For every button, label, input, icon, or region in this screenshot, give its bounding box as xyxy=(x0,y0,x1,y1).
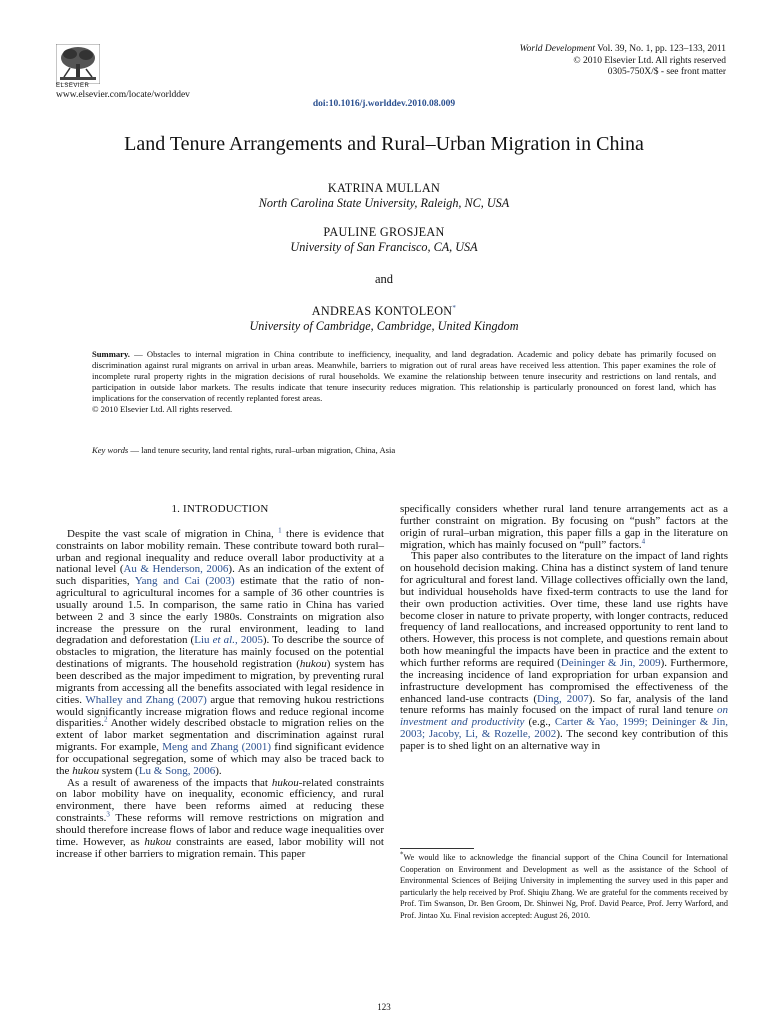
abstract-copyright: © 2010 Elsevier Ltd. All rights reserved. xyxy=(92,403,233,414)
abstract-text: Obstacles to internal migration in China contribute to inefficiency, inequality, and land degradation. Academic and policy debate has primarily focused on discrimination against rural migrants on arrival in urban areas. Meanwhile, barriers to migration out of rural areas have received less attention. This paper examines the role of incomplete rural property rights in the migration decisions of rural households. We examine the relationship between tenure insecurity and restrictions on land rentals, and participation in outside labor markets. The results indicate that tenure insecurity reduces migration. This relationship is particularly pronounced on forest land, which has implications for the conservation of recently replanted forest areas. xyxy=(92,349,717,403)
footnote-ref-4[interactable]: 4 xyxy=(641,536,646,545)
author-name-1: KATRINA MULLAN xyxy=(327,181,441,195)
footnote-ref-2[interactable]: 2 xyxy=(103,715,108,724)
journal-info xyxy=(520,44,726,79)
citation-link[interactable]: Deininger & Jin, 2009 xyxy=(560,656,661,669)
author-name-3-line xyxy=(0,304,768,319)
citation-link[interactable]: Ding, 2007 xyxy=(537,692,589,705)
author-name-3: ANDREAS KONTOLEON xyxy=(311,304,453,318)
author-affiliation-3: University of Cambridge, Cambridge, United Kingdom xyxy=(249,319,519,333)
footnote-divider xyxy=(400,848,474,849)
author-affiliation-1: North Carolina State University, Raleigh, NC, USA xyxy=(258,196,510,210)
journal-issue: Vol. 39, No. 1, pp. 123–133, 2011 xyxy=(597,44,726,54)
journal-copyright: © 2010 Elsevier Ltd. All rights reserved xyxy=(573,55,726,66)
and-connector: and xyxy=(374,272,394,286)
body-column-left xyxy=(56,504,384,860)
journal-issn: 0305-750X/$ - see front matter xyxy=(607,67,726,77)
paper-title: Land Tenure Arrangements and Rural–Urban Migration in China xyxy=(124,133,644,155)
citation-link[interactable]: Whalley and Zhang (2007) xyxy=(85,693,207,706)
page-number: 123 xyxy=(377,1002,391,1012)
citation-link[interactable]: Yang and Cai (2003) xyxy=(134,575,235,588)
publisher-name: ELSEVIER xyxy=(56,83,90,89)
intro-paragraph-4: This paper also contributes to the literature on the impact of land rights on household decision making. China has a distinct system of land tenure for agricultural and forest land. Village collectives officially own the land, but individual households have fixed-term contracts to use the land for their own production activities. Over time, these land use rights have become closer in nature to private property, with longer contracts, reduced frequency of land reallocations, and increased opportunity to rent land to others. However, this process is not complete, and questions remain about both how meaningful the impacts have been in practice and the extent to which further reforms are required (Deininger & Jin, 2009). Furthermore, the increasing incidence of land expropriation for urban expansion and infrastructure development has compromised the effectiveness of the enhanced land-use contracts (Ding, 2007). So far, analysis of the land tenure reforms has mainly focused on the impact of rural land tenure on investment and productivity (e.g., Carter & Yao, 1999; Deininger & Jin, 2003; Jacoby, Li, & Rozelle, 2002). The second key contribution of this paper is to shed light on an alternative way in xyxy=(400,550,729,752)
intro-paragraph-2: As a result of awareness of the impacts that hukou-related constraints on labor mobility have on inequality, economic efficiency, and rural environment, there have been reforms aimed at reducing these constraints.$^3$ These reforms will remove restrictions on migration and should therefore increase flows of labor and reduce wage inequalities over time. However, as hukou constraints are eased, labor mobility will not increase if other barriers to migration remain. This paper xyxy=(56,776,385,860)
footnote-marker: * xyxy=(400,850,404,859)
body-column-right xyxy=(400,504,728,753)
section-heading: 1. INTRODUCTION xyxy=(171,503,269,515)
keywords-dash: — xyxy=(128,445,142,455)
author-name-2: PAULINE GROSJEAN xyxy=(323,225,445,239)
abstract-label: Summary. xyxy=(92,349,130,359)
intro-paragraph-3: specifically considers whether rural land tenure arrangements act as a further constraint on migration. By focusing on “push” factors at the origin of rural–urban migration, this paper fills a gap in the literature on migration, which has mainly focused on “pull” factors.$^4$ xyxy=(400,503,728,551)
footnote-ref-3[interactable]: 3 xyxy=(106,810,110,819)
keywords-text: land tenure security, land rental rights, rural–urban migration, China, Asia xyxy=(141,445,396,455)
footnote-ref-1[interactable]: 1 xyxy=(278,526,282,535)
doi-link[interactable]: doi:10.1016/j.worlddev.2010.08.009 xyxy=(312,99,456,109)
keywords xyxy=(92,445,716,455)
journal-citation xyxy=(520,44,726,56)
citation-link[interactable]: Liu et al., 2005 xyxy=(194,634,263,647)
footnote-text: We would like to acknowledge the financial support of the China Council for International Cooperation on Environment and Development as well as the assistance of the School of Environmental Sciences of Beijing University in implementing the survey used in this paper and particularly the help received by Prof. Shiqiu Zhang. We are grateful for the comments received by Prof. Tim Swanson, Dr. Ben Groom, Dr. Shinwei Ng, Prof. David Pearce, Prof. Jerry Warford, and Prof. Jintao Xu. Final revision accepted: August 26, 2010. xyxy=(400,853,728,920)
italic-phrase: on investment and productivity xyxy=(400,704,728,729)
citation-link[interactable]: Carter & Yao, 1999; Deininger & Jin, 2003; Jacoby, Li, & Rozelle, 2002 xyxy=(400,716,728,741)
journal-name: World Development xyxy=(519,44,595,54)
abstract-dash: — xyxy=(129,349,147,359)
elsevier-tree-logo-icon xyxy=(56,44,100,84)
intro-paragraph-1: Despite the vast scale of migration in China, $^1$ there is evidence that constraints on labor mobility remain. These contribute toward both rural–urban and regional inequality and reduce overall labor productivity at a national level (Au & Henderson, 2006). As an indication of the extent of such disparities, Yang and Cai (2003) estimate that the ratio of non-agricultural to agricultural incomes for a sample of 36 other countries is usually around 1.5. In comparison, the same ratio in China has varied between 2 and 3 since the early 1980s. Constraints on migration also increase the pressure on the rural environment, leading to land degradation and deforestation (Liu et al., 2005). To describe the source of obstacles to migration, the literature has mainly focused on the potential destinations of migrants. The household registration (hukou) system has been described as the major impediment to migration, by preventing rural migrants from accessing all the benefits associated with legal residence in cities. Whalley and Zhang (2007) argue that removing hukou restrictions would significantly increase migration flows and reduce regional income disparities.$^2$ Another widely described obstacle to migration relies on the extent of labor market segmentation and discrimination against rural migrants. For example, Meng and Zhang (2001) find significant evidence for occupational segregation, some of which may also be traced back to the hukou system (Lu & Song, 2006). xyxy=(56,526,385,777)
author-affiliation-2: University of San Francisco, CA, USA xyxy=(290,240,478,254)
citation-link[interactable]: Meng and Zhang (2001) xyxy=(162,741,271,754)
keywords-label: Key words xyxy=(92,445,129,455)
abstract xyxy=(92,349,716,414)
author-footnote-marker[interactable]: * xyxy=(452,303,457,312)
citation-link[interactable]: Lu & Song, 2006 xyxy=(138,764,216,777)
acknowledgement-footnote xyxy=(400,852,728,921)
citation-link[interactable]: Au & Henderson, 2006 xyxy=(123,563,229,576)
journal-url-link[interactable]: www.elsevier.com/locate/worlddev xyxy=(56,90,190,100)
